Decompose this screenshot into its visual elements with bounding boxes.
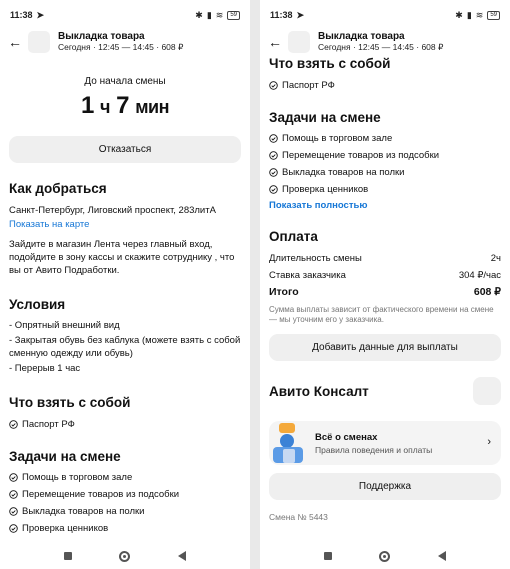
conditions-title: Условия [9, 297, 66, 312]
task-item [269, 164, 501, 181]
scroll-content[interactable] [0, 54, 250, 543]
task-item [9, 503, 241, 520]
status-time: 11:38 [270, 10, 293, 20]
check-circle-icon [9, 420, 18, 429]
card-title: Всё о сменах [315, 432, 378, 443]
status-time: 11:38 [10, 10, 33, 20]
battery-icon: 59 [487, 11, 500, 20]
countdown-value [9, 92, 241, 120]
payment-note: Сумма выплаты зависит от фактического времени на смене — мы уточним его у заказчика. [269, 305, 494, 324]
bring-title: Что взять с собой [269, 56, 391, 71]
payment-row-label: Ставка заказчика [269, 270, 346, 281]
check-circle-icon [269, 151, 278, 160]
countdown-hours-unit: ч [100, 97, 110, 117]
directions-title: Как добраться [9, 181, 107, 196]
wifi-icon: ≋ [475, 9, 484, 20]
consult-title: Авито Консалт [269, 383, 369, 399]
status-bar [0, 0, 250, 30]
phone-screen-left [0, 0, 250, 569]
directions-description: Зайдите в магазин Лента через главный вход, подойдите в зону кассы и скажите сотруднику , что вы от Авито Подработки. [9, 239, 235, 276]
shift-thumbnail [28, 31, 50, 53]
battery-icon: 59 [227, 11, 240, 20]
app-header [260, 30, 510, 54]
scroll-content[interactable] [260, 54, 510, 543]
task-item-label: Перемещение товаров из подсобки [282, 150, 440, 161]
task-item [269, 181, 501, 198]
system-nav-bar [260, 543, 510, 569]
show-on-map-link[interactable]: Показать на карте [9, 219, 90, 230]
task-item [269, 130, 501, 147]
bluetooth-icon: ✱ [455, 9, 463, 20]
signal-icon: ▮ [466, 9, 472, 20]
task-item-label: Проверка ценников [282, 184, 369, 195]
shift-thumbnail [288, 31, 310, 53]
system-nav-bar [0, 543, 250, 569]
bluetooth-icon: ✱ [195, 9, 203, 20]
home-icon[interactable] [379, 551, 390, 562]
task-item [9, 486, 241, 503]
payment-title: Оплата [269, 229, 318, 244]
task-item-label: Проверка ценников [22, 523, 109, 534]
telegram-icon: ➤ [296, 9, 305, 20]
page-title: Выкладка товара [318, 31, 405, 42]
condition-item: - Опрятный внешний вид [9, 320, 120, 331]
consult-logo [473, 377, 501, 405]
check-circle-icon [269, 134, 278, 143]
tasks-title: Задачи на смене [9, 449, 121, 464]
condition-item: - Закрытая обувь без каблука (можете взять с собой сменную одежду или обувь) [9, 335, 241, 359]
countdown-minutes-unit: мин [135, 97, 169, 117]
recents-icon[interactable] [324, 552, 332, 560]
bring-item [269, 77, 501, 94]
all-about-shifts-card[interactable] [269, 421, 501, 465]
phone-screen-right [260, 0, 510, 569]
check-circle-icon [9, 507, 18, 516]
decline-button[interactable]: Отказаться [9, 136, 241, 163]
bring-title: Что взять с собой [9, 395, 131, 410]
payment-total-label: Итого [269, 286, 299, 298]
check-circle-icon [9, 524, 18, 533]
countdown-minutes: 7 [116, 92, 130, 119]
check-circle-icon [9, 490, 18, 499]
chevron-right-icon: › [487, 436, 491, 448]
task-item-label: Помощь в торговом зале [282, 133, 393, 144]
signal-icon: ▮ [206, 9, 212, 20]
task-item-label: Выкладка товаров на полки [22, 506, 145, 517]
check-circle-icon [9, 473, 18, 482]
card-subtitle: Правила поведения и оплаты [315, 445, 433, 455]
bring-item [9, 416, 241, 433]
back-nav-icon[interactable] [178, 551, 186, 561]
payment-total-row [269, 284, 501, 301]
back-nav-icon[interactable] [438, 551, 446, 561]
home-icon[interactable] [119, 551, 130, 562]
page-subtitle: Сегодня · 12:45 — 14:45 · 608 ₽ [318, 42, 444, 52]
app-header [0, 30, 250, 54]
page-title: Выкладка товара [58, 31, 145, 42]
status-bar [260, 0, 510, 30]
task-item [269, 147, 501, 164]
payment-row-duration [269, 250, 501, 267]
shifts-illustration-icon [269, 421, 315, 465]
condition-item: - Перерыв 1 час [9, 363, 81, 374]
page-subtitle: Сегодня · 12:45 — 14:45 · 608 ₽ [58, 42, 184, 52]
recents-icon[interactable] [64, 552, 72, 560]
payment-row-value: 2ч [490, 253, 501, 264]
shift-number: Смена № 5443 [269, 512, 328, 522]
payment-row-label: Длительность смены [269, 253, 362, 264]
show-all-link[interactable]: Показать полностью [269, 200, 368, 211]
payment-row-rate [269, 267, 501, 284]
task-item [9, 520, 241, 537]
countdown-label: До начала смены [84, 76, 166, 87]
task-item-label: Выкладка товаров на полки [282, 167, 405, 178]
bring-item-label: Паспорт РФ [282, 80, 335, 91]
payment-row-value: 304 ₽/час [458, 270, 501, 281]
wifi-icon: ≋ [215, 9, 224, 20]
check-circle-icon [269, 168, 278, 177]
task-item-label: Помощь в торговом зале [22, 472, 133, 483]
payment-total-value: 608 ₽ [473, 286, 501, 298]
support-button[interactable]: Поддержка [269, 473, 501, 500]
back-arrow-icon[interactable]: ← [8, 34, 22, 50]
check-circle-icon [269, 81, 278, 90]
bring-item-label: Паспорт РФ [22, 419, 75, 430]
address-text: Санкт-Петербург, Лиговский проспект, 283литА [9, 205, 216, 216]
telegram-icon: ➤ [36, 9, 45, 20]
add-payout-data-button[interactable]: Добавить данные для выплаты [269, 334, 501, 361]
check-circle-icon [269, 185, 278, 194]
task-item-label: Перемещение товаров из подсобки [22, 489, 180, 500]
countdown-hours: 1 [81, 92, 94, 119]
task-item [9, 469, 241, 486]
back-arrow-icon[interactable]: ← [268, 34, 282, 50]
tasks-title: Задачи на смене [269, 110, 381, 125]
